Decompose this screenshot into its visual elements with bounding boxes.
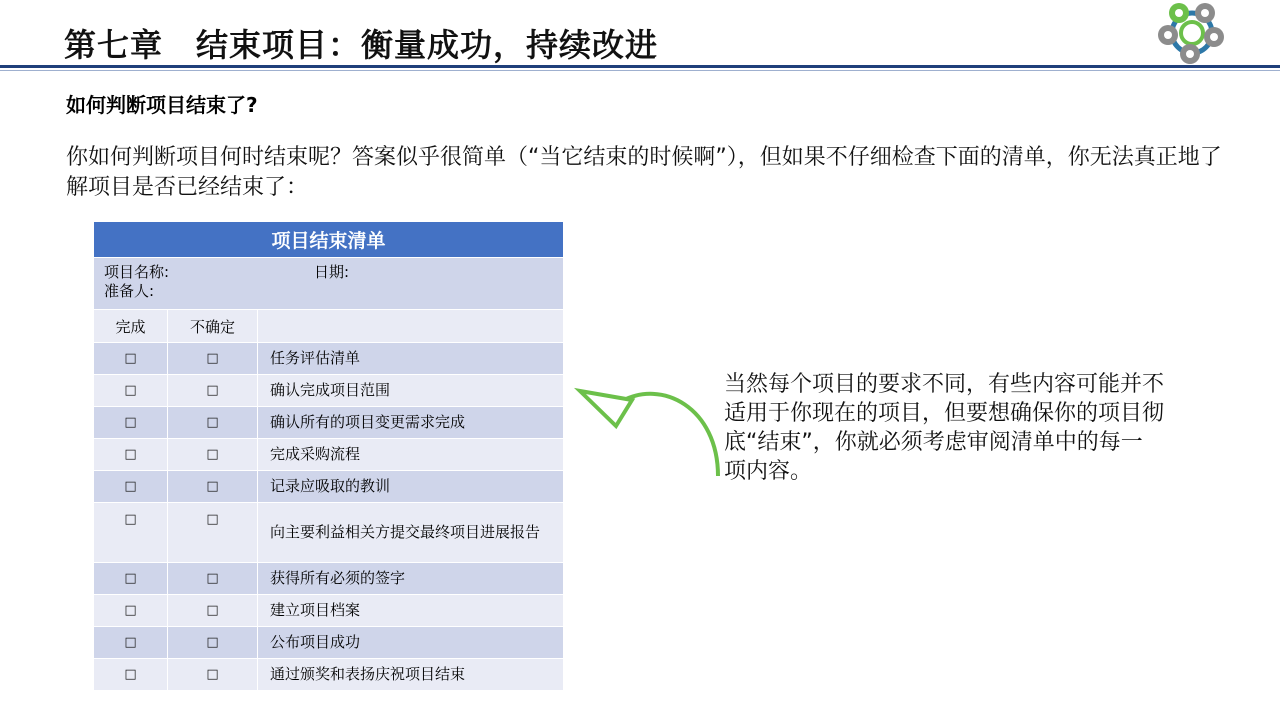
unsure-checkbox[interactable]: □ bbox=[168, 627, 258, 659]
task-label: 确认完成项目范围 bbox=[258, 375, 564, 407]
header-rule-thin bbox=[0, 70, 1280, 71]
unsure-checkbox[interactable]: □ bbox=[168, 407, 258, 439]
col-header-unsure: 不确定 bbox=[168, 310, 258, 343]
unsure-checkbox[interactable]: □ bbox=[168, 659, 258, 691]
header-rule-thick bbox=[0, 65, 1280, 68]
table-row bbox=[94, 595, 564, 627]
side-note: 当然每个项目的要求不同，有些内容可能并不适用于你现在的项目，但要想确保你的项目彻底“结束”，你就必须考虑审阅清单中的每一项内容。 bbox=[724, 372, 1165, 484]
done-checkbox[interactable]: □ bbox=[94, 471, 168, 503]
task-label: 公布项目成功 bbox=[258, 627, 564, 659]
unsure-checkbox[interactable]: □ bbox=[168, 563, 258, 595]
checklist-title: 项目结束清单 bbox=[94, 222, 564, 258]
curved-arrow-icon bbox=[572, 378, 732, 488]
date-label: 日期: bbox=[314, 263, 350, 281]
unsure-checkbox[interactable]: □ bbox=[168, 375, 258, 407]
done-checkbox[interactable]: □ bbox=[94, 375, 168, 407]
done-checkbox[interactable]: □ bbox=[94, 595, 168, 627]
unsure-checkbox[interactable]: □ bbox=[168, 343, 258, 375]
unsure-checkbox[interactable]: □ bbox=[168, 439, 258, 471]
table-row bbox=[94, 627, 564, 659]
done-checkbox[interactable]: □ bbox=[94, 439, 168, 471]
checklist-meta bbox=[94, 258, 564, 310]
table-row bbox=[94, 471, 564, 503]
task-label: 建立项目档案 bbox=[258, 595, 564, 627]
task-label: 任务评估清单 bbox=[258, 343, 564, 375]
table-row bbox=[94, 439, 564, 471]
task-label: 确认所有的项目变更需求完成 bbox=[258, 407, 564, 439]
col-header-done: 完成 bbox=[94, 310, 168, 343]
done-checkbox[interactable]: □ bbox=[94, 407, 168, 439]
done-checkbox[interactable]: □ bbox=[94, 627, 168, 659]
task-label: 向主要利益相关方提交最终项目进展报告 bbox=[258, 503, 564, 563]
project-name-label: 项目名称: bbox=[104, 263, 170, 281]
table-row bbox=[94, 503, 564, 563]
table-row bbox=[94, 563, 564, 595]
done-checkbox[interactable]: □ bbox=[94, 659, 168, 691]
table-row bbox=[94, 375, 564, 407]
task-label: 获得所有必须的签字 bbox=[258, 563, 564, 595]
preparer-label: 准备人: bbox=[104, 282, 155, 300]
task-label: 记录应吸取的教训 bbox=[258, 471, 564, 503]
unsure-checkbox[interactable]: □ bbox=[168, 471, 258, 503]
page-title: 第七章 结束项目：衡量成功，持续改进 bbox=[64, 26, 659, 64]
done-checkbox[interactable]: □ bbox=[94, 343, 168, 375]
section-subheading: 如何判断项目结束了? bbox=[66, 93, 258, 117]
done-checkbox[interactable]: □ bbox=[94, 503, 168, 563]
done-checkbox[interactable]: □ bbox=[94, 563, 168, 595]
project-closure-checklist bbox=[93, 221, 564, 691]
unsure-checkbox[interactable]: □ bbox=[168, 503, 258, 563]
col-header-task bbox=[258, 310, 564, 343]
intro-paragraph: 你如何判断项目何时结束呢？答案似乎很简单（“当它结束的时候啊”），但如果不仔细检查下面的清单，你无法真正地了解项目是否已经结束了： bbox=[66, 145, 1222, 200]
task-label: 完成采购流程 bbox=[258, 439, 564, 471]
gear-cluster-logo-icon bbox=[1156, 0, 1228, 66]
table-row bbox=[94, 407, 564, 439]
table-row bbox=[94, 343, 564, 375]
table-row bbox=[94, 659, 564, 691]
task-label: 通过颁奖和表扬庆祝项目结束 bbox=[258, 659, 564, 691]
unsure-checkbox[interactable]: □ bbox=[168, 595, 258, 627]
